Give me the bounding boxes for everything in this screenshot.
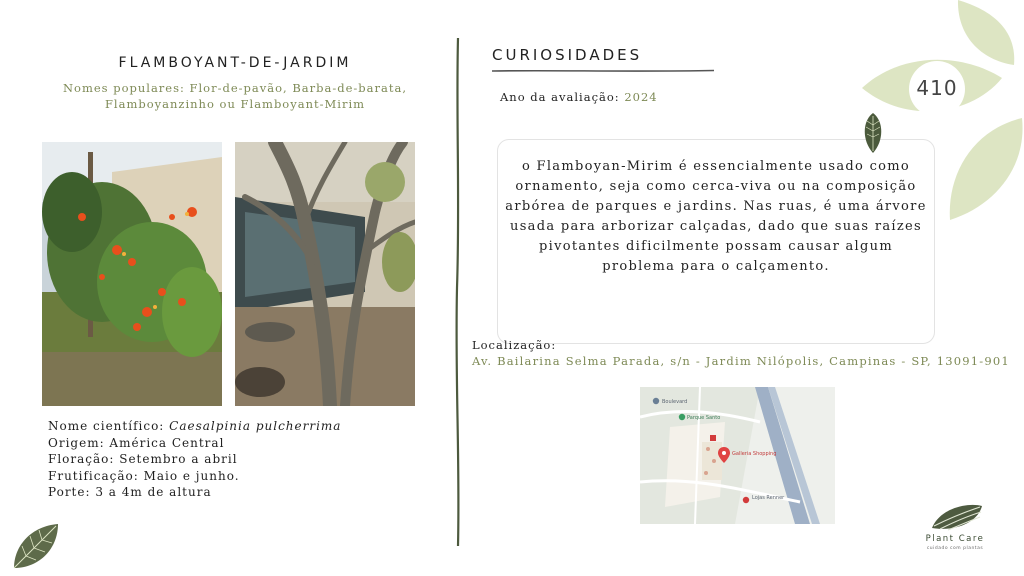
evaluation-year: Ano da avaliação: 2024 <box>500 90 658 104</box>
leaf-cluster-icon <box>862 0 1024 225</box>
small-leaf-icon <box>860 113 886 153</box>
plant-size: Porte: 3 a 4m de altura <box>48 485 212 499</box>
origin: Origem: América Central <box>48 435 225 450</box>
brand-tagline: cuidado com plantas <box>926 546 984 551</box>
plant-photo-flowers <box>42 142 222 406</box>
svg-text:Galleria Shopping: Galleria Shopping <box>732 451 777 457</box>
fruiting: Frutificação: Maio e junho. <box>48 468 240 483</box>
location-address: Av. Bailarina Selma Parada, s/n - Jardim Nilópolis, Campinas - SP, 13091-901 <box>472 354 1010 368</box>
leaf-corner-icon <box>10 520 62 572</box>
plant-photo-trunk <box>235 142 415 406</box>
brand-name: Plant Care <box>925 534 985 544</box>
scientific-name: Nome científico: Caesalpinia pulcherrima <box>48 419 342 433</box>
location-map[interactable] <box>640 387 835 524</box>
divider-line <box>452 38 464 546</box>
curiosity-text: o Flamboyan-Mirim é essencialmente usado como ornamento, seja como cerca-viva ou na composição arbórea de parques e jardins. Nas ruas, é uma árvore usada para arborizar calçadas, dado que suas raízes pivotantes dificilmente possam causar algum problema para o calçamento. <box>505 159 927 274</box>
page-number: 410 <box>916 76 958 100</box>
svg-text:Parque Santo: Parque Santo <box>687 415 721 421</box>
svg-text:Lojas Renner: Lojas Renner <box>752 495 785 501</box>
popular-names: Nomes populares: Flor-de-pavão, Barba-de-barata, Flamboyanzinho ou Flamboyant-Mirim <box>62 81 408 111</box>
svg-text:Boulevard: Boulevard <box>662 399 688 405</box>
flowering: Floração: Setembro a abril <box>48 452 238 466</box>
location-label: Localização: <box>472 338 557 352</box>
section-title: CURIOSIDADES <box>492 46 643 64</box>
title-underline <box>492 68 714 74</box>
plant-facts <box>48 418 448 501</box>
plant-title: FLAMBOYANT-DE-JARDIM <box>118 55 352 71</box>
